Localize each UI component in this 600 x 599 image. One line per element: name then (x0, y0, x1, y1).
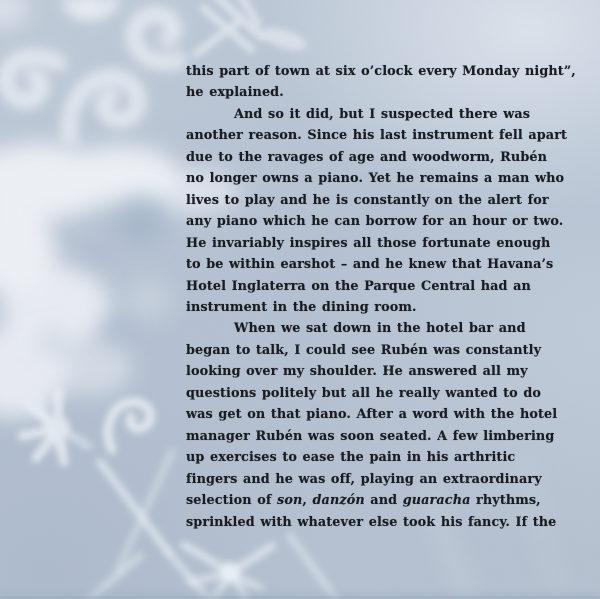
text-segment: any piano which he can borrow for an hour or two. (186, 214, 564, 230)
text-segment: manager Rubén was soon seated. A few limbering (186, 428, 555, 444)
text-segment: he explained. (186, 85, 284, 101)
text-segment: began to talk, I could see Rubén was constantly (186, 342, 542, 358)
body-text (186, 61, 576, 533)
text-segment: And so it did, but I suspected there was (234, 106, 531, 122)
text-segment: looking over my shoulder. He answered all my (186, 364, 528, 380)
text-line (186, 447, 576, 468)
text-segment: selection of (186, 493, 278, 509)
text-line (186, 512, 576, 533)
text-line (186, 104, 576, 125)
text-segment: was get on that piano. After a word with the hotel (186, 407, 558, 423)
text-segment: no longer owns a piano. Yet he remains a man who (186, 171, 565, 187)
text-segment: He invariably inspires all those fortunate enough (186, 235, 551, 251)
text-segment: to be within earshot – and he knew that Havana’s (186, 257, 554, 273)
text-segment: , (302, 493, 313, 509)
text-segment: rhythms, (470, 493, 541, 509)
text-line (186, 254, 576, 275)
text-line (186, 61, 576, 82)
text-line (186, 125, 576, 146)
text-segment: sprinkled with whatever else took his fancy. If the (186, 514, 557, 530)
text-segment: another reason. Since his last instrument fell apart (186, 128, 568, 144)
text-segment: and (364, 493, 403, 509)
text-line (186, 383, 576, 404)
text-line (186, 233, 576, 254)
text-line (186, 82, 576, 103)
text-segment: Hotel Inglaterra on the Parque Central had an (186, 278, 531, 294)
text-line (186, 426, 576, 447)
italic-term: danzón (312, 493, 365, 509)
text-line (186, 404, 576, 425)
text-segment: this part of town at six o’clock every Monday night”, (186, 64, 576, 79)
text-line (186, 211, 576, 232)
text-line (186, 469, 576, 490)
text-line (186, 361, 576, 382)
text-segment: When we sat down in the hotel bar and (234, 321, 526, 337)
text-line (186, 490, 576, 511)
text-line (186, 168, 576, 189)
text-line (186, 147, 576, 168)
text-segment: fingers and he was off, playing an extraordinary (186, 471, 542, 487)
text-segment: up exercises to ease the pain in his arthritic (186, 450, 516, 466)
text-segment: due to the ravages of age and woodworm, Rubén (186, 149, 548, 165)
text-line (186, 318, 576, 339)
italic-term: guaracha (402, 493, 471, 509)
italic-term: son (277, 493, 303, 509)
text-line (186, 297, 576, 318)
text-segment: lives to play and he is constantly on the alert for (186, 192, 549, 208)
text-line (186, 276, 576, 297)
text-line (186, 340, 576, 361)
text-segment: instrument in the dining room. (186, 299, 417, 315)
text-segment: questions politely but all he really wanted to do (186, 385, 542, 401)
text-line (186, 190, 576, 211)
